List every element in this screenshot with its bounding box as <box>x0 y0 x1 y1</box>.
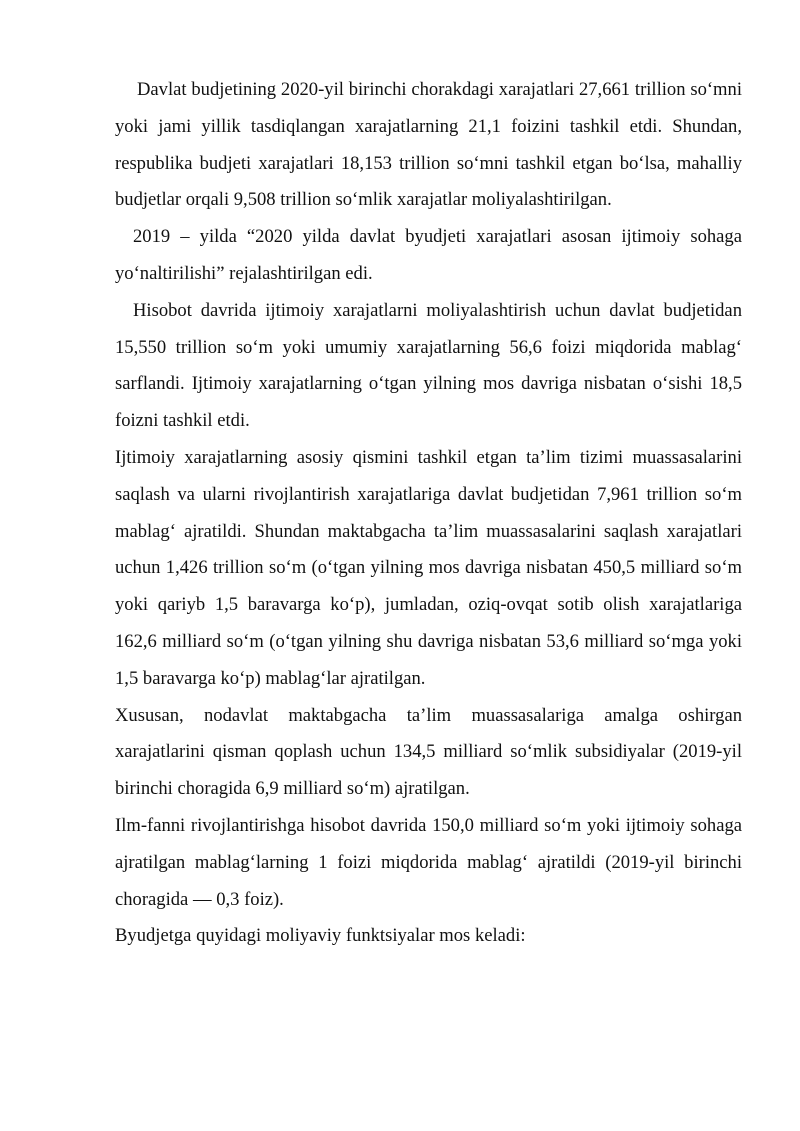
paragraph-private-preschool-subsidies: Xususan, nodavlat maktabgacha ta’lim muassasalariga amalga oshirgan xarajatlarini qisman qoplash uchun 134,5 milliard so‘mlik subsidiyalar (2019-yil birinchi choragida 6,9 milliard so‘m) ajratilgan. <box>115 704 742 800</box>
paragraph-education-expenditures: Ijtimoiy xarajatlarning asosiy qismini tashkil etgan ta’lim tizimi muassasalarini saqlash va ularni rivojlantirish xarajatlariga davlat budjetidan 7,961 trillion so‘m mablag‘ ajratildi. Shundan maktabgacha ta’lim muassasalarini saqlash xarajatlari uchun 1,426 trillion so‘m (o‘tgan yilning mos davriga nisbatan 450,5 milliard so‘m yoki qariyb 1,5 baravarga ko‘p), jumladan, oziq-ovqat sotib olish xarajatlariga 162,6 milliard so‘m (o‘tgan yilning shu davriga nisbatan 53,6 milliard so‘mga yoki 1,5 baravarga ko‘p) mablag‘lar ajratilgan. <box>115 446 742 689</box>
paragraph-budget-expenditures: Davlat budjetining 2020-yil birinchi chorakdagi xarajatlari 27,661 trillion so‘mni yoki jami yillik tasdiqlangan xarajatlarning 21,1 foizini tashkil etdi. Shundan, respublika budjeti xarajatlari 18,153 trillion so‘mni tashkil etgan bo‘lsa, mahalliy budjetlar orqali 9,508 trillion so‘mlik xarajatlar moliyalashtirilgan. <box>115 79 742 211</box>
paragraph-social-expenditures: Hisobot davrida ijtimoiy xarajatlarni moliyalashtirish uchun davlat budjetidan 15,550 trillion so‘m yoki umumiy xarajatlarning 56,6 foizi miqdorida mablag‘ sarflandi. Ijtimoiy xarajatlarning o‘tgan yilning mos davriga nisbatan o‘sishi 18,5 foizni tashkil etdi. <box>115 299 742 432</box>
paragraph-budget-functions-intro: Byudjetga quyidagi moliyaviy funktsiyalar mos keladi: <box>115 925 526 947</box>
paragraph-2019-plan: 2019 – yilda “2020 yilda davlat byudjeti xarajatlari asosan ijtimoiy sohaga yo‘naltirilishi” rejalashtirilgan edi. <box>115 226 742 284</box>
paragraph-science-funding: Ilm-fanni rivojlantirishga hisobot davrida 150,0 milliard so‘m yoki ijtimoiy sohaga ajratilgan mablag‘larning 1 foizi miqdorida mablag‘ ajratildi (2019-yil birinchi choragida — 0,3 foiz). <box>115 814 742 910</box>
document-page <box>115 72 742 955</box>
